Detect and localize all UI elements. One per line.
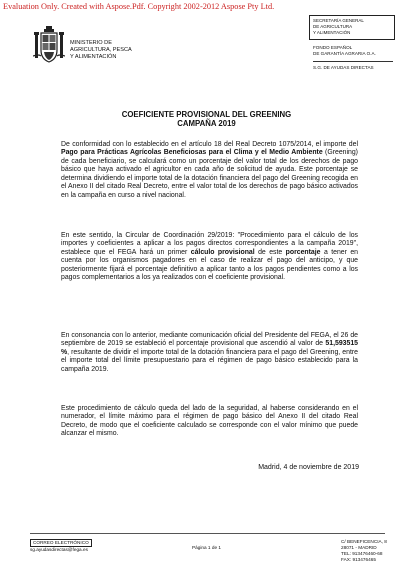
fega-line: FONDO ESPAÑOL [313, 45, 353, 50]
paragraph-4: Este procedimiento de cálculo queda del lado de la seguridad, al haberse considerando en el numerador, el límite máximo para el régimen de pago básico del Anexo II del citado Real Decreto, de modo que el coeficiente calculado se corresponde con el valor mínimo que puede alcanzar el mismo. [61, 405, 358, 438]
footer-divider [30, 533, 385, 534]
fax-line: FAX: 913476465 [341, 556, 376, 562]
email-label: CORREO ELECTRÓNICO [30, 539, 92, 547]
document-title [0, 110, 413, 128]
ministry-line: MINISTERIO DE [70, 40, 112, 46]
email-address[interactable]: sg.ayudasdirectas@fega.es [30, 547, 88, 552]
text-run: , resultante de dividir el importe total de la dotación financiera para el pago del Greening, entre el importe total del límite presupuestario para el régimen de pago básico establecido para la campaña 2019. [61, 348, 358, 373]
address-block [341, 539, 387, 563]
document-date: Madrid, 4 de noviembre de 2019 [258, 464, 359, 471]
fega-line: DE GARANTÍA AGRARIA O.A. [313, 51, 376, 57]
address-line: C/ BENEFICENCIA, 8 [341, 539, 387, 544]
bold-text: cálculo provisional [190, 248, 255, 256]
bold-text: Pago para Prácticas Agrícolas Beneficiosas para el Clima y el Medio Ambiente [61, 149, 323, 157]
text-run: De conformidad con lo establecido en el artículo 18 del Real Decreto 1075/2014, el importe del [61, 141, 358, 148]
secretaria-line: SECRETARÍA GENERAL [313, 18, 364, 23]
coat-of-arms-logo [33, 26, 65, 64]
fega-block [313, 45, 395, 72]
text-run: En este sentido, la Circular de Coordinación 29/2019: "Procedimiento para el cálculo de los importes y coeficientes a aplicar a los pagos directos correspondientes a la campaña 2019", establece que el FEGA hará un primer [61, 232, 358, 256]
divider [313, 57, 393, 62]
secretaria-box [309, 15, 395, 40]
secretaria-line: Y ALIMENTACIÓN [313, 30, 351, 35]
subdirectorate-name: S.G. DE AYUDAS DIRECTAS [313, 65, 374, 71]
paragraph-3 [61, 332, 358, 374]
ministry-name [70, 40, 132, 62]
evaluation-watermark: Evaluation Only. Created with Aspose.Pdf. Copyright 2002-2012 Aspose Pty Ltd. [3, 2, 275, 11]
secretaria-line: DE AGRICULTURA [313, 24, 353, 29]
text-run: a tener en cuenta por los organismos pagadores en el caso de realizar el pago del anticipo, y que posteriormente fijará el porcentaje definitivo a aplicar tanto a los pagos pendientes como a los pagos complementarios a los ya realizados con el coeficiente provisional. [61, 248, 359, 282]
page-number: Página 1 de 1 [192, 545, 221, 550]
title-line-1: COEFICIENTE PROVISIONAL DEL GREENING [121, 110, 292, 119]
paragraph-1 [61, 141, 358, 200]
ministry-line: Y ALIMENTACIÓN [70, 54, 117, 61]
title-line-2: CAMPAÑA 2019 [177, 119, 236, 128]
paragraph-2 [61, 232, 358, 283]
ministry-line: AGRICULTURA, PESCA [70, 47, 132, 54]
text-run: (Greening) de cada beneficiario, se calculará como un porcentaje del valor total de los derechos de pago básico que haya activado el agricultor en cada año de solicitud de ayuda. Este porcentaje se determina dividiendo el importe total de la dotación financiera del pago del Greening recogida en el Anexo II del citado Real Decreto, entre el valor total de los derechos de pago básico activados en la campaña en curso a nivel nacional. [61, 149, 358, 199]
text-run: de este [254, 248, 286, 256]
phone-line: TEL: 913476460-68 [341, 550, 383, 556]
bold-text: porcentaje [285, 248, 321, 256]
bold-text: 51,593515 % [61, 340, 358, 356]
text-run: En consonancia con lo anterior, mediante comunicación oficial del Presidente del FEGA, el 26 de septiembre de 2019 se estableció el porcentaje provisional que ascendió al valor de [61, 332, 358, 348]
address-line: 28071 - MADRID [341, 544, 377, 550]
